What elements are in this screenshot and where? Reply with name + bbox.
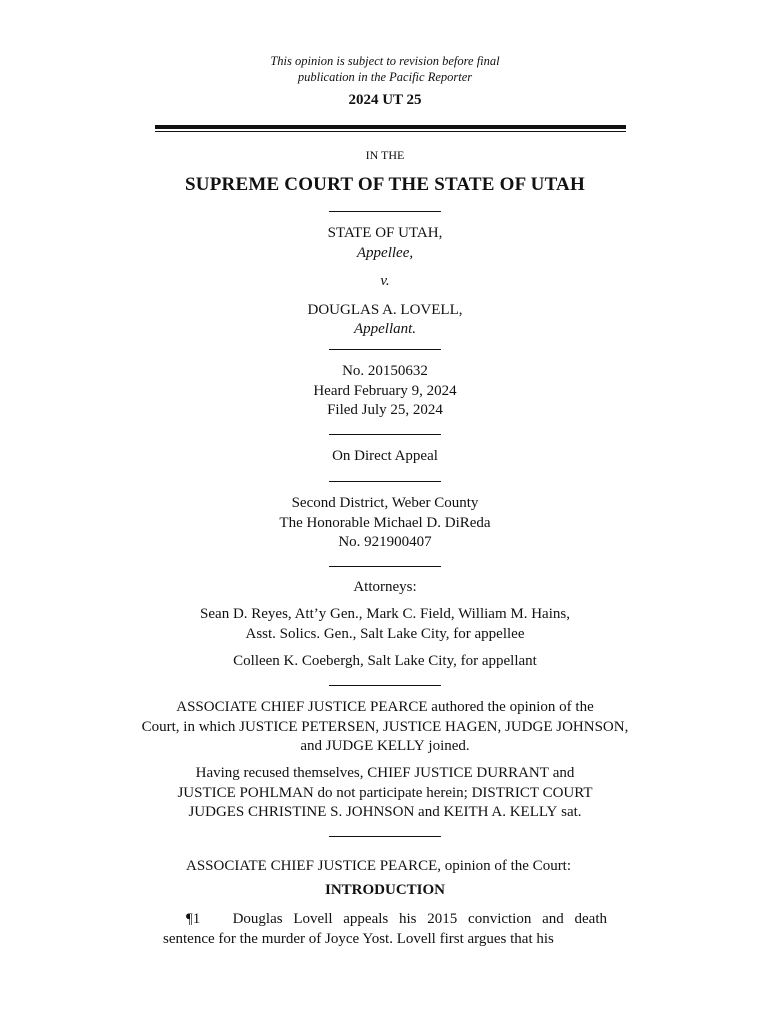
recusal-line-3: JUDGES CHRISTINE S. JOHNSON and KEITH A. KELLY sat. bbox=[188, 804, 582, 820]
court-name: SUPREME COURT OF THE STATE OF UTAH bbox=[185, 174, 585, 195]
appellee-role: Appellee, bbox=[356, 244, 414, 261]
authorship bbox=[0, 698, 770, 757]
versus: v. bbox=[380, 273, 390, 289]
appeal-type: On Direct Appeal bbox=[332, 448, 438, 464]
heard-date: Heard February 9, 2024 bbox=[313, 382, 457, 399]
header-rule-thin bbox=[155, 131, 626, 132]
author-name: ASSOCIATE CHIEF JUSTICE PEARCE bbox=[176, 699, 428, 715]
divider bbox=[329, 349, 441, 350]
divider bbox=[329, 481, 441, 482]
divider bbox=[329, 566, 441, 567]
author-name: ASSOCIATE CHIEF JUSTICE PEARCE bbox=[186, 858, 438, 874]
appellant-role: Appellant. bbox=[353, 321, 417, 337]
parties bbox=[0, 224, 770, 340]
case-number: No. 20150632 bbox=[342, 363, 428, 379]
divider bbox=[329, 434, 441, 435]
appellant-name: DOUGLAS A. LOVELL, bbox=[307, 301, 463, 318]
justice-name: JUSTICE POHLMAN bbox=[177, 784, 314, 801]
appellee-name: STATE OF UTAH, bbox=[327, 225, 443, 241]
citation: 2024 UT 25 bbox=[348, 92, 422, 108]
authorship-line-1: ASSOCIATE CHIEF JUSTICE PEARCE authored the opinion of the bbox=[176, 699, 594, 715]
trial-judge: The Honorable Michael D. DiReda bbox=[279, 514, 491, 531]
lower-case-number: No. 921900407 bbox=[338, 534, 432, 550]
section-heading: INTRODUCTION bbox=[324, 882, 445, 898]
paragraph-marker: ¶1 bbox=[186, 911, 201, 927]
notice-line-2: publication in the Pacific Reporter bbox=[297, 70, 473, 84]
judge-name: KEITH A. KELLY bbox=[443, 804, 558, 820]
recusal-line-2: JUSTICE POHLMAN do not participate herein; DISTRICT COURT bbox=[177, 784, 593, 801]
judge-name: JUDGES CHRISTINE S. JOHNSON bbox=[188, 804, 415, 820]
justice-name: JUSTICE HAGEN bbox=[382, 718, 498, 735]
recusal bbox=[0, 764, 770, 823]
paragraph-1 bbox=[163, 910, 607, 949]
case-info bbox=[0, 362, 770, 421]
judge-name: JUDGE JOHNSON bbox=[505, 718, 625, 735]
district: Second District, Weber County bbox=[291, 495, 479, 511]
appellant-attorney: Colleen K. Coebergh, Salt Lake City, for appellant bbox=[233, 653, 537, 669]
divider bbox=[329, 685, 441, 686]
lower-court bbox=[0, 494, 770, 553]
publication-notice bbox=[0, 53, 770, 85]
filed-date: Filed July 25, 2024 bbox=[327, 402, 443, 418]
notice-line-1: This opinion is subject to revision before final bbox=[270, 54, 500, 68]
divider bbox=[329, 836, 441, 837]
appellee-attorneys bbox=[0, 605, 770, 644]
paragraph-line-2: sentence for the murder of Joyce Yost. Lovell first argues that his bbox=[163, 930, 554, 947]
recusal-line-1: Having recused themselves, CHIEF JUSTICE DURRANT and bbox=[195, 765, 575, 781]
divider bbox=[329, 211, 441, 212]
header-rule-thick bbox=[155, 125, 626, 129]
attorneys-heading: Attorneys: bbox=[353, 579, 417, 595]
appellee-attorneys-line-1: Sean D. Reyes, Att’y Gen., Mark C. Field, William M. Hains, bbox=[200, 606, 570, 622]
judge-name: JUDGE KELLY bbox=[325, 738, 425, 754]
justice-name: CHIEF JUSTICE DURRANT bbox=[367, 765, 549, 781]
in-the-label: IN THE bbox=[365, 148, 405, 162]
appellee-attorneys-line-2: Asst. Solics. Gen., Salt Lake City, for appellee bbox=[245, 625, 525, 642]
authorship-line-2: Court, in which JUSTICE PETERSEN, JUSTICE HAGEN, JUDGE JOHNSON, bbox=[141, 718, 629, 735]
opinion-author-line: ASSOCIATE CHIEF JUSTICE PEARCE, opinion of the Court: bbox=[186, 858, 572, 874]
justice-name: JUSTICE PETERSEN bbox=[239, 718, 376, 735]
authorship-line-3: and JUDGE KELLY joined. bbox=[300, 738, 470, 754]
paragraph-line-1: ¶1 Douglas Lovell appeals his 2015 conviction and death bbox=[186, 911, 608, 927]
